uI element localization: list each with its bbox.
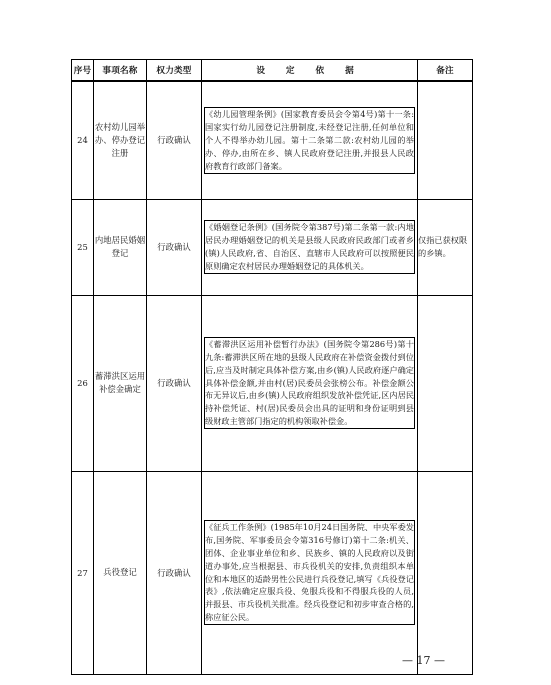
row-num: 24 [72, 81, 94, 199]
row-note [418, 295, 473, 471]
table-row [72, 295, 473, 471]
row-num: 27 [72, 471, 94, 674]
row-name: 农村幼儿园举办、停办登记注册 [94, 81, 147, 199]
row-basis: 《幼儿园管理条例》(国家教育委员会令第4号)第十一条:国家实行幼儿园登记注册制度,未经登记注册,任何单位和个人不得举办幼儿园。第十二条第二款:农村幼儿园的举办、停办,由所在乡、镇人民政府登记注册,并报县人民政府教育行政部门备案。 [204, 107, 415, 174]
header-num: 序号 [72, 60, 94, 82]
row-name: 兵役登记 [94, 471, 147, 674]
row-name: 蓄滞洪区运用补偿金确定 [94, 295, 147, 471]
page-number: — 17 — [402, 654, 445, 667]
power-list-table [71, 59, 473, 675]
row-basis-cell [202, 471, 418, 674]
row-type: 行政确认 [147, 471, 202, 674]
table-row [72, 199, 473, 295]
row-type: 行政确认 [147, 295, 202, 471]
header-type: 权力类型 [147, 60, 202, 82]
row-num: 25 [72, 199, 94, 295]
row-basis: 《蓄滞洪区运用补偿暂行办法》(国务院令第286号)第十九条:蓄滞洪区所在地的县级人民政府在补偿资金拨付到位后,应当及时制定具体补偿方案,由乡(镇)人民政府逐户确定具体补偿金额,并由村(居)民委员会张榜公布。补偿金额公布无异议后,由乡(镇)人民政府组织发放补偿凭证,区内居民持补偿凭证、村(居)民委员会出具的证明和身份证明到县级财政主管部门指定的机构领取补偿金。 [204, 337, 415, 429]
table-header-row [72, 60, 473, 82]
row-note [418, 81, 473, 199]
row-type: 行政确认 [147, 199, 202, 295]
header-name: 事项名称 [94, 60, 147, 82]
row-basis-cell [202, 295, 418, 471]
row-name: 内地居民婚姻登记 [94, 199, 147, 295]
row-basis-cell [202, 199, 418, 295]
table-row [72, 471, 473, 674]
row-note [418, 471, 473, 674]
table-row [72, 81, 473, 199]
header-basis: 设 定 依 据 [202, 60, 418, 82]
row-type: 行政确认 [147, 81, 202, 199]
row-note: 仅指已获权限的乡镇。 [418, 199, 473, 295]
row-num: 26 [72, 295, 94, 471]
header-note: 备注 [418, 60, 473, 82]
row-basis: 《婚姻登记条例》(国务院令第387号)第二条第一款:内地居民办理婚姻登记的机关是县级人民政府民政部门或者乡(镇)人民政府,省、自治区、直辖市人民政府可以按照便民原则确定农村居民办理婚姻登记的具体机关。 [204, 220, 415, 274]
row-basis: 《征兵工作条例》(1985年10月24日国务院、中央军委发布,国务院、军事委员会令第316号修订)第十二条:机关、团体、企业事业单位和乡、民族乡、镇的人民政府以及街道办事处,应当根据县、市兵役机关的安排,负责组织本单位和本地区的适龄男性公民进行兵役登记,填写《兵役登记表》,依法确定应服兵役、免服兵役和不得服兵役的人员,并报县、市兵役机关批准。经兵役登记和初步审查合格的,称应征公民。 [204, 520, 415, 625]
row-basis-cell [202, 81, 418, 199]
